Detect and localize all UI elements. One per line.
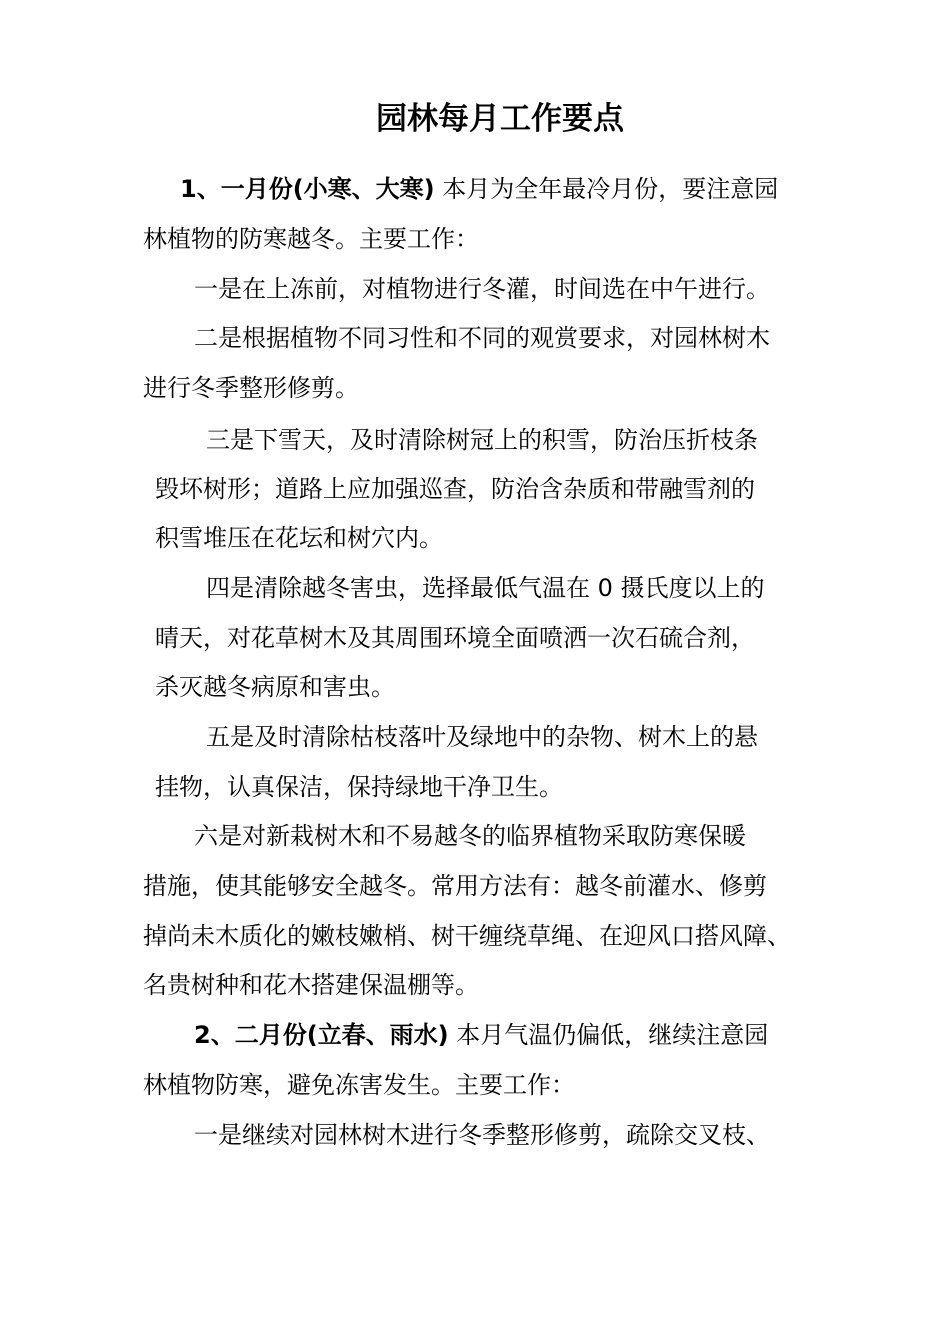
paragraph-line: 掉尚未木质化的嫩枝嫩梢、树干缠绕草绳、在迎风口搭风障、 <box>143 922 791 950</box>
paragraph-text: 本月为全年最冷月份，要注意园 <box>434 175 779 203</box>
paragraph-text: 本月气温仍偏低，继续注意园 <box>448 1021 769 1049</box>
paragraph-line: 一是在上冻前，对植物进行冬灌，时间选在中午进行。 <box>194 275 770 303</box>
section-heading-january: 1、一月份(小寒、大寒) <box>180 175 435 203</box>
paragraph-line: 进行冬季整形修剪。 <box>143 374 359 402</box>
paragraph-line: 二是根据植物不同习性和不同的观赏要求，对园林树木 <box>194 324 770 352</box>
paragraph-line: 晴天，对花草树木及其周围环境全面喷洒一次石硫合剂， <box>155 624 755 652</box>
paragraph-line: 三是下雪天，及时清除树冠上的积雪，防治压折枝条 <box>206 426 758 454</box>
paragraph-line: 积雪堆压在花坛和树穴内。 <box>155 524 443 552</box>
paragraph-line: 一是继续对园林树木进行冬季整形修剪，疏除交叉枝、 <box>194 1121 770 1149</box>
paragraph-line: 六是对新栽树木和不易越冬的临界植物采取防寒保暖 <box>194 822 746 850</box>
paragraph-line: 毁坏树形；道路上应加强巡查，防治含杂质和带融雪剂的 <box>155 475 755 503</box>
paragraph-line: 五是及时清除枯枝落叶及绿地中的杂物、树木上的悬 <box>206 723 758 751</box>
document-title: 园林每月工作要点 <box>376 101 624 137</box>
section-heading-january-line <box>180 172 778 206</box>
paragraph-line: 名贵树种和花木搭建保温棚等。 <box>143 971 479 999</box>
section-heading-february: 2、二月份(立春、雨水) <box>194 1021 449 1049</box>
paragraph-line: 四是清除越冬害虫，选择最低气温在 0 摄氏度以上的 <box>206 574 765 602</box>
paragraph-line: 措施，使其能够安全越冬。常用方法有：越冬前灌水、修剪 <box>143 872 767 900</box>
paragraph-line: 挂物，认真保洁，保持绿地干净卫生。 <box>155 773 563 801</box>
paragraph-line: 林植物防寒，避免冻害发生。主要工作： <box>143 1071 575 1099</box>
paragraph-line: 林植物的防寒越冬。主要工作： <box>143 225 479 253</box>
section-heading-february-line <box>194 1018 768 1052</box>
paragraph-line: 杀灭越冬病原和害虫。 <box>155 673 395 701</box>
